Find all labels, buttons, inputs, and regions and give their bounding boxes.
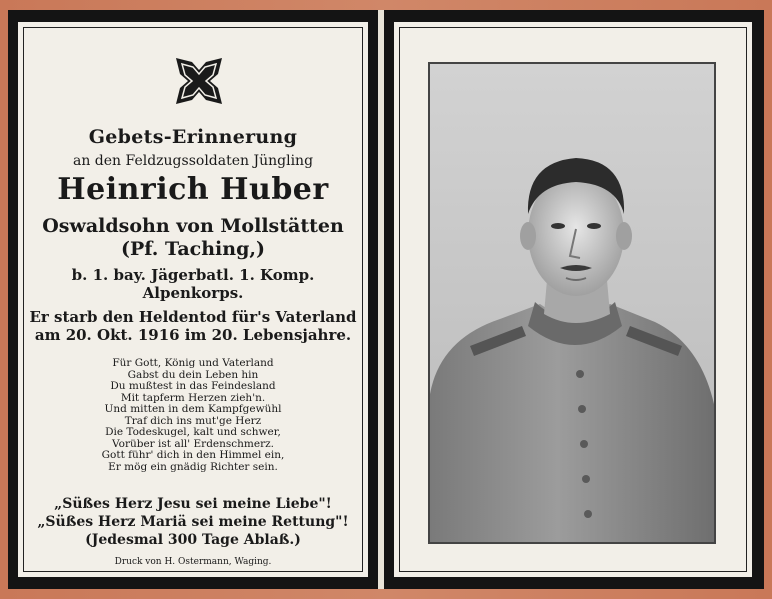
memorial-poem <box>18 358 368 473</box>
left-card <box>8 10 378 589</box>
poem-line: Und mitten in dem Kampfgewühl <box>104 403 282 415</box>
soldier-portrait-image <box>430 64 714 542</box>
poem-line: Traf dich ins mut'ge Herz <box>124 414 262 427</box>
right-card-paper <box>394 22 752 577</box>
poem-line: Du mußtest in das Feindesland <box>110 380 276 392</box>
memorial-subtitle: an den Feldzugssoldaten Jüngling <box>72 153 314 169</box>
iron-cross-icon <box>170 52 228 110</box>
unit-line-2: Alpenkorps. <box>142 284 244 302</box>
indulgence-line: (Jedesmal 300 Tage Ablaß.) <box>85 532 301 548</box>
poem-line: Die Todeskugel, kalt und schwer, <box>105 426 281 438</box>
parish-line: (Pf. Taching,) <box>121 238 265 260</box>
prayer-line-1: „Süßes Herz Jesu sei meine Liebe"! <box>54 496 332 512</box>
prayer-line-2: „Süßes Herz Mariä sei meine Rettung"! <box>37 514 349 530</box>
poem-line: Vorüber ist all' Erdenschmerz. <box>112 437 274 450</box>
memorial-text <box>18 22 368 577</box>
unit-line-1: b. 1. bay. Jägerbatl. 1. Komp. <box>71 266 315 284</box>
memorial-title: Gebets-Erinnerung <box>88 126 298 148</box>
death-line-1: Er starb den Heldentod für's Vaterland <box>29 308 357 326</box>
printer-credit: Druck von H. Ostermann, Waging. <box>114 557 272 567</box>
poem-line: Gabst du dein Leben hin <box>127 368 259 381</box>
poem-line: Mit tapferm Herzen zieh'n. <box>120 391 266 404</box>
soldier-name: Heinrich Huber <box>57 172 329 207</box>
left-card-paper <box>18 22 368 577</box>
poem-line: Gott führ' dich in den Himmel ein, <box>101 449 285 461</box>
right-card <box>384 10 764 589</box>
poem-line: Für Gott, König und Vaterland <box>112 357 274 369</box>
parentage-line: Oswaldsohn von Mollstätten <box>42 215 344 237</box>
soldier-portrait-photo <box>428 62 716 544</box>
poem-line: Er mög ein gnädig Richter sein. <box>108 460 278 473</box>
death-line-2: am 20. Okt. 1916 im 20. Lebensjahre. <box>34 326 352 344</box>
